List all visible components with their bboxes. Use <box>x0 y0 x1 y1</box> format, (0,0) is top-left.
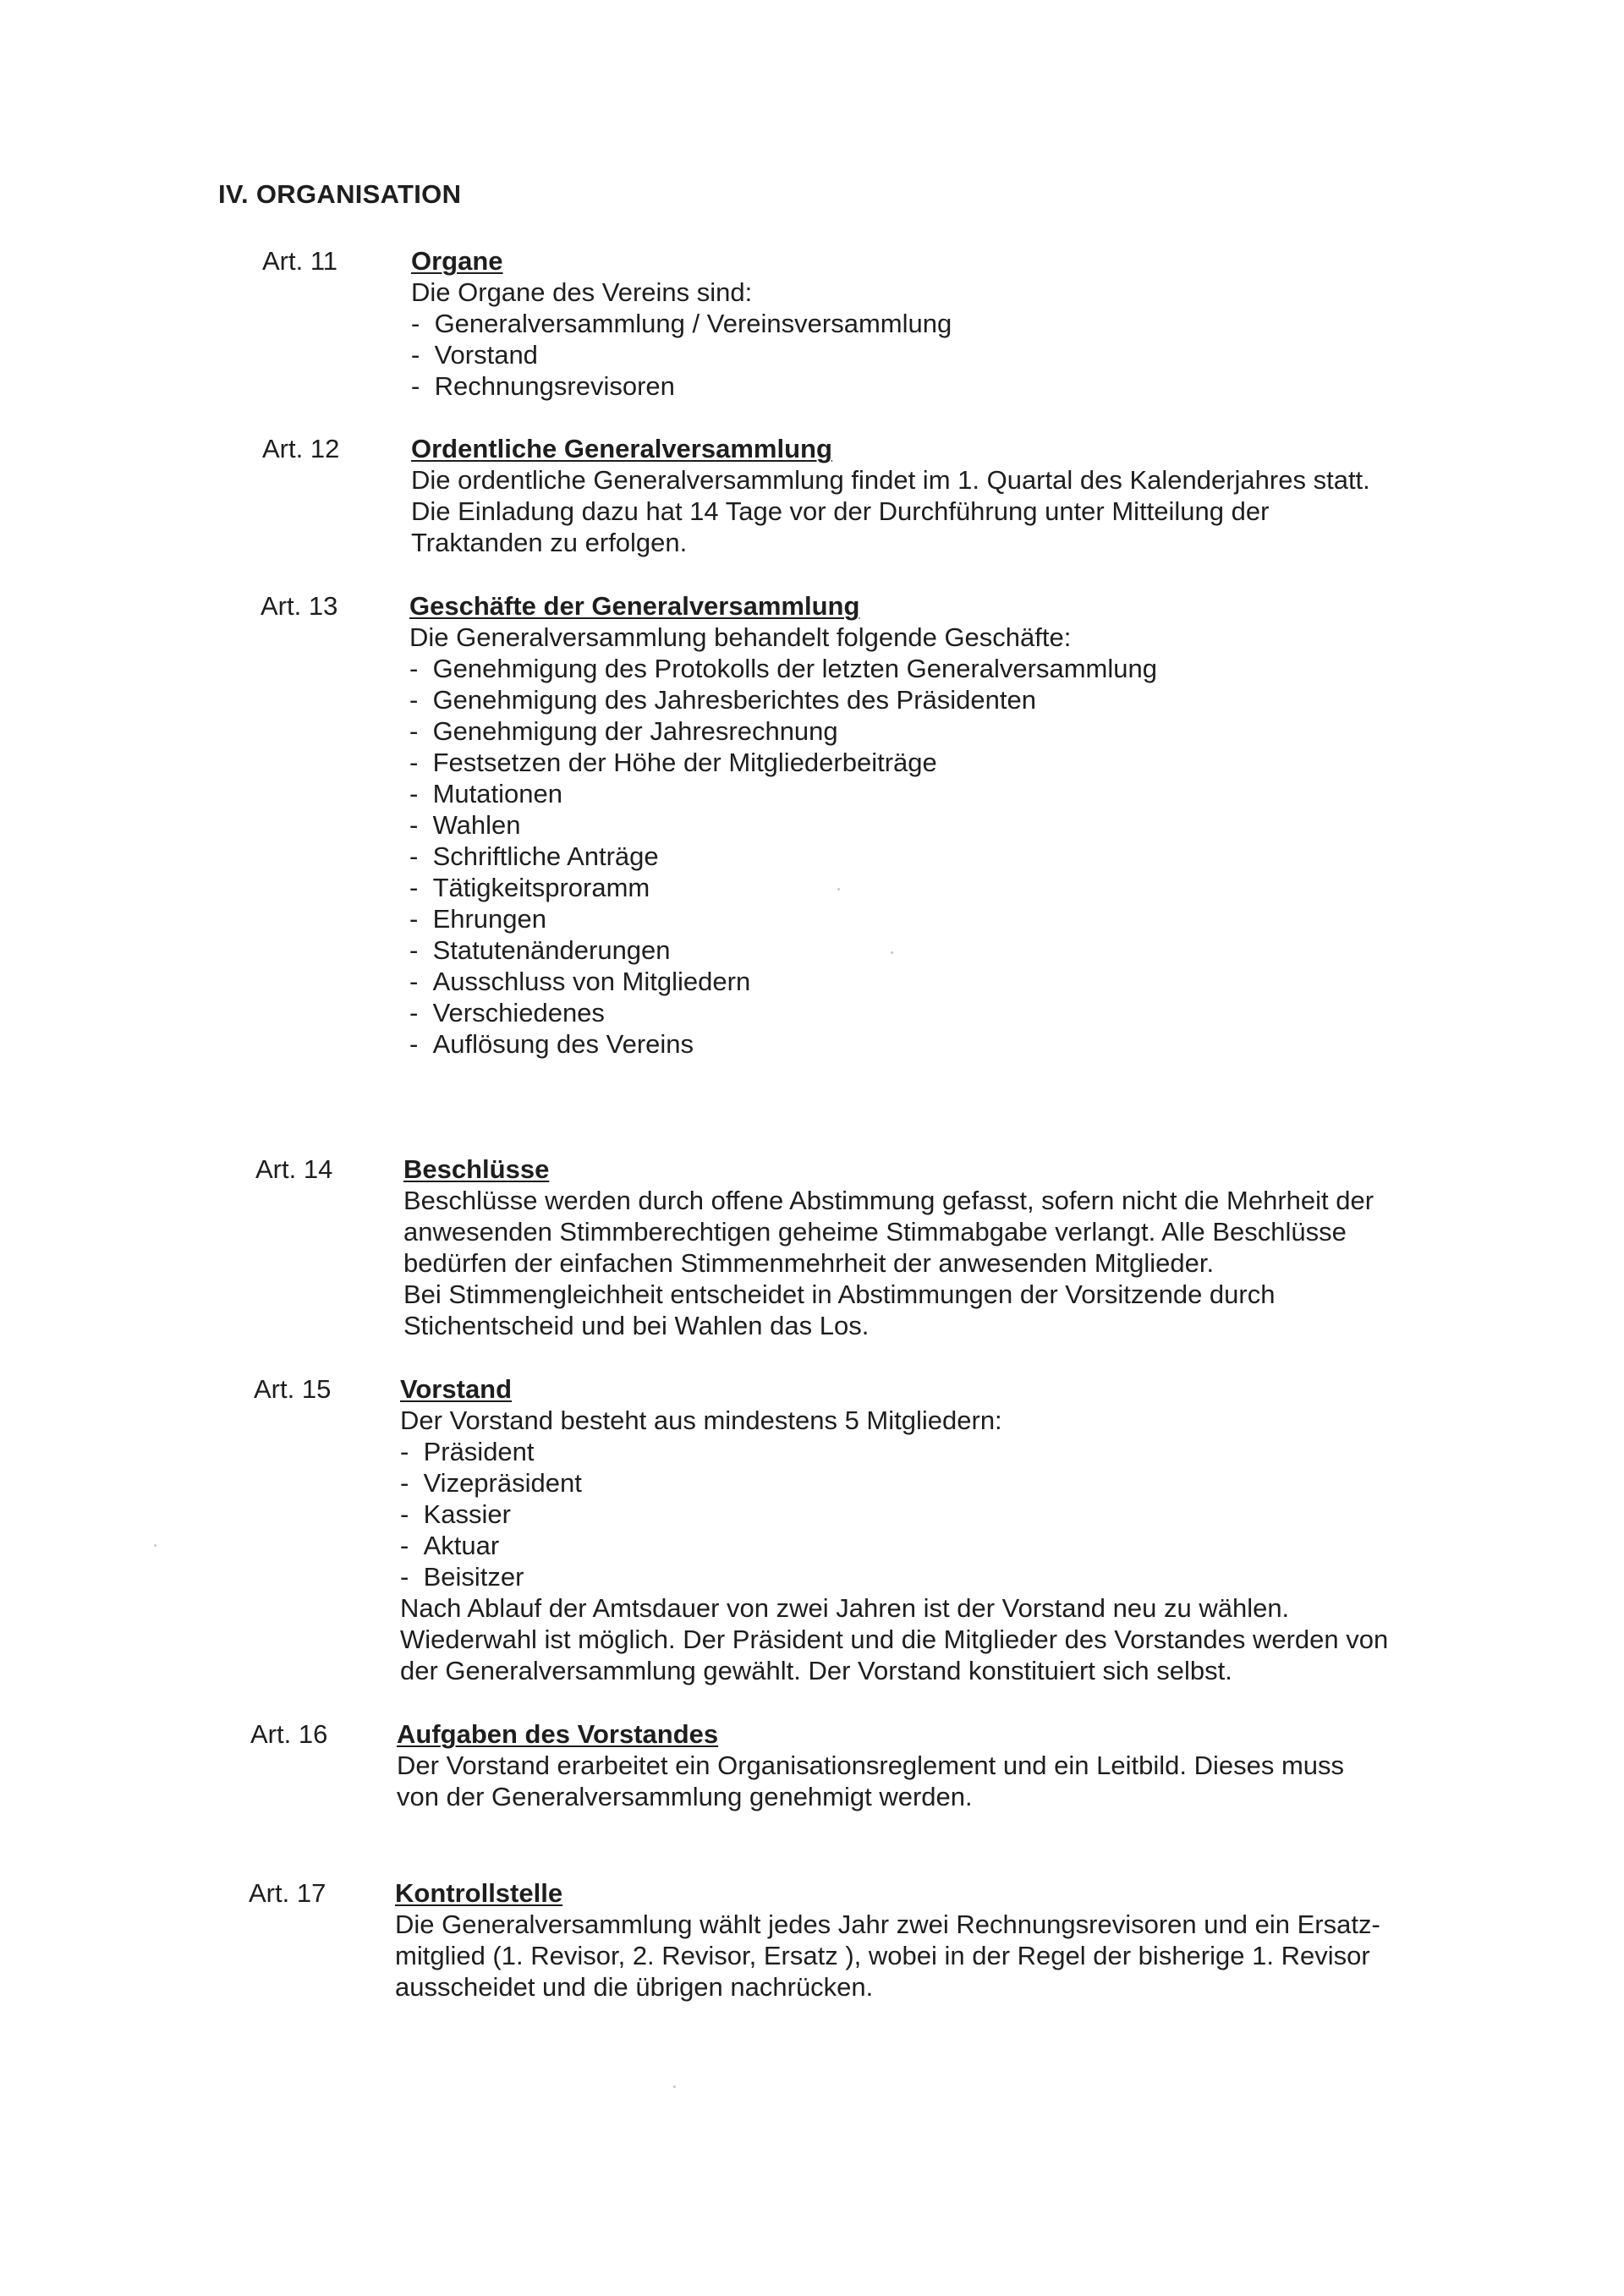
article-text-line: Die Einladung dazu hat 14 Tage vor der Durchführung unter Mitteilung der <box>411 496 1270 526</box>
list-item: - Rechnungsrevisoren <box>411 370 952 402</box>
article-text-line: anwesenden Stimmberechtigen geheime Stimmabgabe verlangt. Alle Beschlüsse <box>403 1217 1347 1247</box>
article-title: Geschäfte der Generalversammlung <box>409 591 860 621</box>
list-item: - Ausschluss von Mitgliedern <box>409 966 1157 997</box>
article-title: Aufgaben des Vorstandes <box>397 1719 719 1749</box>
list-item: - Auflösung des Vereins <box>409 1028 1157 1060</box>
list-item: - Generalversammlung / Vereinsversammlung <box>411 308 952 339</box>
list-item: - Schriftliche Anträge <box>409 841 1157 872</box>
list-item: - Beisitzer <box>400 1561 1388 1592</box>
article-body <box>397 1718 1344 1812</box>
list-item: - Kassier <box>400 1499 1388 1530</box>
article-text-line: Der Vorstand erarbeitet ein Organisationsreglement und ein Leitbild. Dieses muss <box>397 1751 1345 1780</box>
article-body <box>411 245 952 402</box>
article-body <box>395 1877 1380 2003</box>
scan-speck <box>673 2085 676 2088</box>
article-text-line: bedürfen der einfachen Stimmenmehrheit der anwesenden Mitglieder. <box>403 1248 1215 1278</box>
article-text-line: Die Organe des Vereins sind: <box>411 277 753 307</box>
article-text-line: Beschlüsse werden durch offene Abstimmung gefasst, sofern nicht die Mehrheit der <box>403 1186 1374 1215</box>
list-item: - Verschiedenes <box>409 997 1157 1028</box>
article-number: Art. 13 <box>261 591 338 621</box>
article-text-line: der Generalversammlung gewählt. Der Vorstand konstituiert sich selbst. <box>400 1656 1232 1685</box>
list-item: - Mutationen <box>409 778 1157 809</box>
article-text-line: mitglied (1. Revisor, 2. Revisor, Ersatz ), wobei in der Regel der bisherige 1. Revisor <box>395 1941 1370 1970</box>
list-item: - Tätigkeitsproramm <box>409 872 1157 903</box>
list-item: - Festsetzen der Höhe der Mitgliederbeiträge <box>409 747 1157 778</box>
article-number: Art. 11 <box>262 246 338 276</box>
article-number: Art. 17 <box>249 1878 326 1908</box>
list-item: - Genehmigung der Jahresrechnung <box>409 715 1157 747</box>
article-text-line: Die Generalversammlung wählt jedes Jahr zwei Rechnungsrevisoren und ein Ersatz- <box>395 1910 1380 1939</box>
article-text-line: Die ordentliche Generalversammlung findet im 1. Quartal des Kalenderjahres statt. <box>411 465 1370 495</box>
list-item: - Aktuar <box>400 1530 1388 1561</box>
article-text-line: Stichentscheid und bei Wahlen das Los. <box>403 1311 870 1340</box>
article-title: Organe <box>411 246 503 276</box>
article-title: Ordentliche Generalversammlung <box>411 434 832 463</box>
article-number: Art. 12 <box>262 434 340 463</box>
list-item: - Genehmigung des Jahresberichtes des Präsidenten <box>409 684 1157 715</box>
article-body <box>400 1373 1388 1686</box>
list-item: - Ehrungen <box>409 903 1157 934</box>
article-list <box>411 308 952 402</box>
list-item: - Wahlen <box>409 809 1157 841</box>
article-body <box>409 590 1157 1060</box>
scan-speck <box>154 1544 156 1547</box>
article-body <box>403 1153 1374 1341</box>
article-text-line: Der Vorstand besteht aus mindestens 5 Mitgliedern: <box>400 1406 1002 1435</box>
article-text-line: Nach Ablauf der Amtsdauer von zwei Jahren ist der Vorstand neu zu wählen. <box>400 1593 1290 1623</box>
article-number: Art. 15 <box>254 1374 332 1404</box>
article-title: Kontrollstelle <box>395 1878 563 1908</box>
list-item: - Vorstand <box>411 339 952 370</box>
list-item: - Vizepräsident <box>400 1467 1388 1499</box>
article-text-line: Traktanden zu erfolgen. <box>411 528 688 557</box>
article-title: Beschlüsse <box>403 1154 550 1184</box>
list-item: - Statutenänderungen <box>409 934 1157 966</box>
article-list <box>409 653 1157 1060</box>
article-text-line: Die Generalversammlung behandelt folgende Geschäfte: <box>409 622 1072 652</box>
article-text-line: Bei Stimmengleichheit entscheidet in Abstimmungen der Vorsitzende durch <box>403 1280 1276 1309</box>
scan-speck <box>837 888 840 890</box>
article-text-line: ausscheidet und die übrigen nachrücken. <box>395 1972 874 2002</box>
article-list <box>400 1436 1388 1592</box>
article-body <box>411 433 1370 558</box>
list-item: - Präsident <box>400 1436 1388 1467</box>
article-number: Art. 14 <box>255 1154 333 1184</box>
article-title: Vorstand <box>400 1374 513 1404</box>
section-title: IV. ORGANISATION <box>218 179 462 209</box>
scan-speck <box>891 951 893 954</box>
article-text-line: Wiederwahl ist möglich. Der Präsident und die Mitglieder des Vorstandes werden von <box>400 1625 1389 1654</box>
list-item: - Genehmigung des Protokolls der letzten Generalversammlung <box>409 653 1157 684</box>
article-number: Art. 16 <box>250 1719 328 1749</box>
article-text-line: von der Generalversammlung genehmigt werden. <box>397 1782 973 1811</box>
